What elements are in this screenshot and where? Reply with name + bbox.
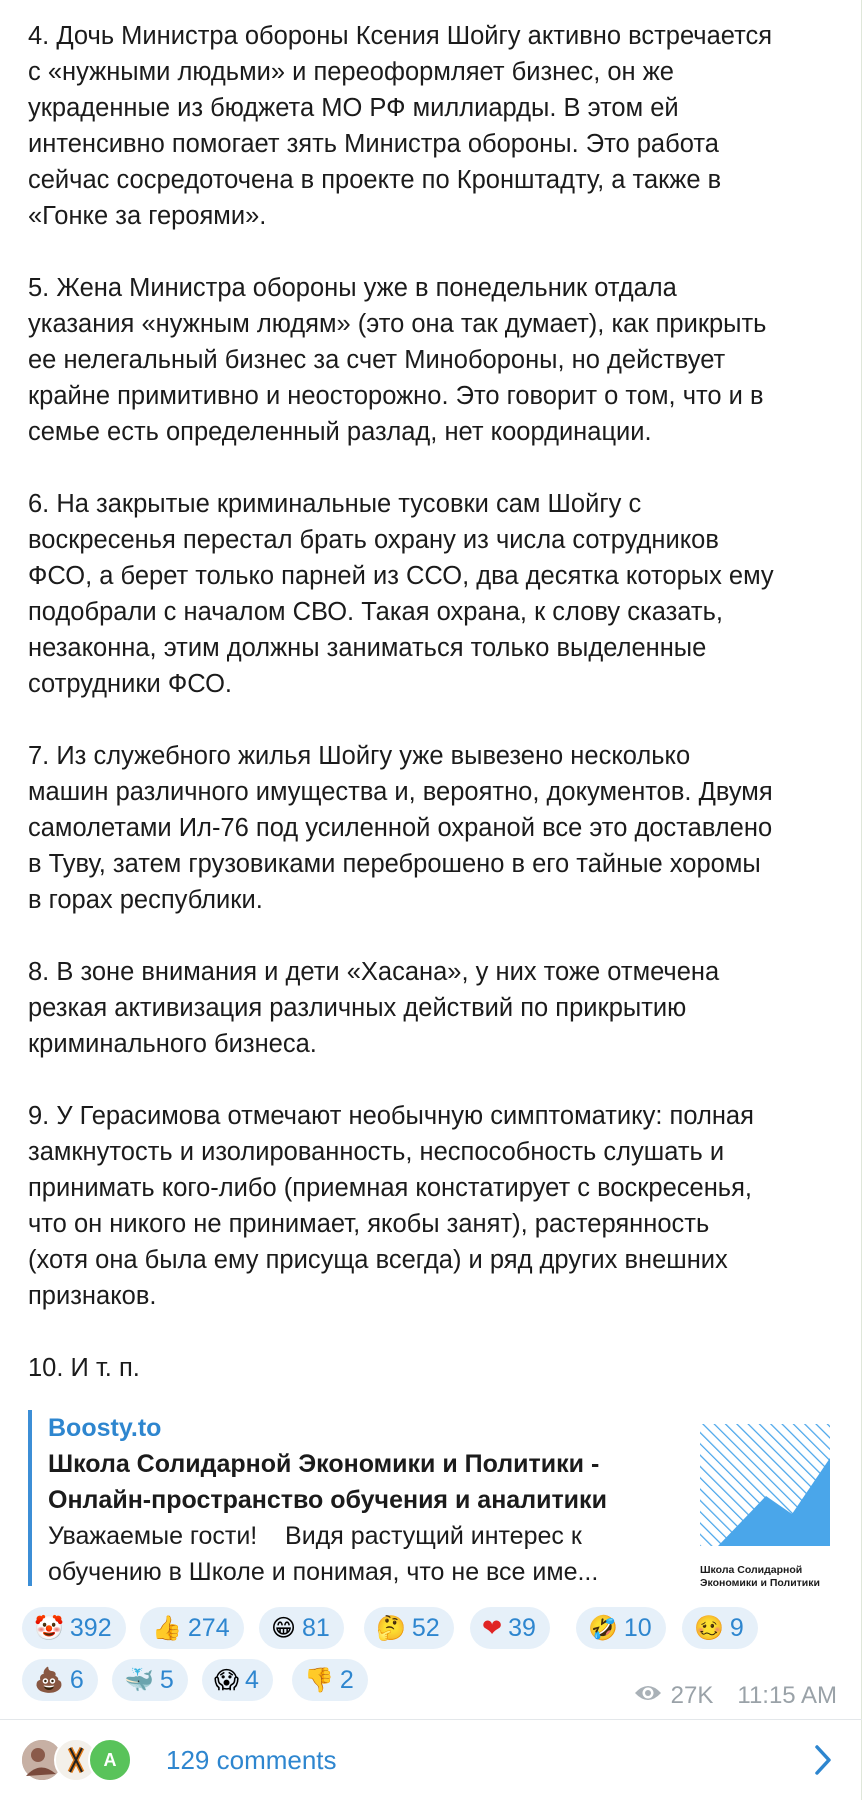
thinking-face-icon: 🤔 bbox=[376, 1614, 406, 1642]
clown-face-icon: 🤡 bbox=[34, 1614, 64, 1642]
link-preview-thumbnail[interactable] bbox=[696, 1418, 846, 1588]
reaction-count: 6 bbox=[69, 1666, 84, 1694]
link-preview-thumbnail-caption: Школа Солидарной Экономики и Политики bbox=[700, 1564, 820, 1589]
comments-button[interactable] bbox=[0, 1720, 862, 1800]
post-paragraph: 5. Жена Министра обороны уже в понедельник отдала указания «нужным людям» (это она так думает), как прикрыть ее нелегальный бизнес за счет Минобороны, но действует крайне примитивно и неосторожно. Это говорит о том, что и в семье есть определенный разлад, нет координации. bbox=[28, 274, 767, 446]
reaction-count: 4 bbox=[245, 1666, 259, 1694]
reaction-count: 10 bbox=[623, 1614, 652, 1642]
link-preview-title: Школа Солидарной Экономики и Политики - Онлайн-пространство обучения и аналитики bbox=[48, 1450, 607, 1514]
reaction-count: 5 bbox=[159, 1666, 174, 1694]
screaming-face-icon: 😱 bbox=[214, 1666, 240, 1694]
post-paragraph: 6. На закрытые криминальные тусовки сам Шойгу с воскресенья перестал брать охрану из числа сотрудников ФСО, а берет только парней из ССО, два десятка которых ему подобрали с началом СВО. Такая охрана, к слову сказать, незаконна, этим должны заниматься только выделенные сотрудники ФСО. bbox=[28, 490, 774, 698]
thumbs-up-icon: 👍 bbox=[152, 1614, 182, 1642]
reaction-count: 392 bbox=[69, 1614, 112, 1642]
reaction-clown[interactable] bbox=[22, 1607, 126, 1649]
woozy-face-icon: 🥴 bbox=[694, 1614, 724, 1642]
reaction-count: 81 bbox=[302, 1614, 330, 1642]
link-preview-description: Уважаемые гости! Видя растущий интерес к обучению в Школе и понимая, что не все име... bbox=[48, 1522, 599, 1586]
red-heart-icon: ❤ bbox=[482, 1614, 503, 1642]
post-paragraph: 10. И т. п. bbox=[28, 1354, 140, 1382]
reaction-woozy[interactable] bbox=[682, 1607, 758, 1649]
chevron-right-icon[interactable] bbox=[814, 1744, 832, 1781]
reaction-thumbs-down[interactable] bbox=[292, 1659, 368, 1701]
reaction-count: 52 bbox=[411, 1614, 440, 1642]
post-paragraph: 8. В зоне внимания и дети «Хасана», у них тоже отмечена резкая активизация различных действий по прикрытию криминального бизнеса. bbox=[28, 958, 720, 1058]
post-paragraph: 9. У Герасимова отмечают необычную симптоматику: полная замкнутость и изолированность, неспособность слушать и принимать кого-либо (приемная констатирует с воскресенья, что он никого не принимает, якобы занят), растерянность (хотя она была ему присуща всегда) и ряд других внешних признаков. bbox=[28, 1102, 754, 1310]
post-paragraph: 7. Из служебного жилья Шойгу уже вывезено несколько машин различного имущества и, вероятно, документов. Двумя самолетами Ил-76 под усиленной охраной все это доставлено в Туву, затем грузовиками переброшено в его тайные хоромы в горах республики. bbox=[28, 742, 773, 914]
post-text bbox=[28, 18, 840, 1386]
message-time: 11:15 AM bbox=[737, 1682, 837, 1709]
eye-icon bbox=[633, 1682, 663, 1710]
reaction-count: 2 bbox=[339, 1666, 354, 1694]
rofl-face-icon: 🤣 bbox=[588, 1614, 618, 1642]
post-paragraph: 4. Дочь Министра обороны Ксения Шойгу активно встречается с «нужными людьми» и переоформляет бизнес, он же украденные из бюджета МО РФ миллиарды. В этом ей интенсивно помогает зять Министра обороны. Это работа сейчас сосредоточена в проекте по Кронштадту, а также в «Гонке за героями». bbox=[28, 22, 773, 230]
link-preview[interactable] bbox=[28, 1410, 840, 1589]
reaction-scream[interactable] bbox=[202, 1659, 273, 1701]
reaction-whale[interactable] bbox=[112, 1659, 188, 1701]
reaction-rofl[interactable] bbox=[576, 1607, 666, 1649]
avatar-initial: A bbox=[103, 1749, 117, 1770]
reaction-thumbs-up[interactable] bbox=[140, 1607, 244, 1649]
view-count: 27K bbox=[670, 1682, 714, 1709]
reaction-poo[interactable] bbox=[22, 1659, 98, 1701]
whale-icon: 🐳 bbox=[124, 1666, 154, 1694]
school-logo-icon bbox=[696, 1418, 846, 1558]
comments-count-label[interactable]: 129 comments bbox=[166, 1745, 337, 1775]
thumbs-down-icon: 👎 bbox=[304, 1666, 334, 1694]
link-preview-site[interactable]: Boosty.to bbox=[48, 1414, 162, 1442]
grinning-face-icon: 😁 bbox=[271, 1614, 297, 1642]
commenter-avatars bbox=[20, 1738, 150, 1782]
reaction-grinning[interactable] bbox=[259, 1607, 344, 1649]
avatar bbox=[88, 1738, 132, 1782]
pile-of-poo-icon: 💩 bbox=[34, 1666, 64, 1694]
reaction-count: 9 bbox=[729, 1614, 744, 1642]
reaction-thinking[interactable] bbox=[364, 1607, 454, 1649]
message-meta bbox=[633, 1676, 837, 1716]
reaction-count: 39 bbox=[508, 1614, 536, 1642]
reaction-heart[interactable] bbox=[470, 1607, 550, 1649]
reaction-count: 274 bbox=[187, 1614, 230, 1642]
